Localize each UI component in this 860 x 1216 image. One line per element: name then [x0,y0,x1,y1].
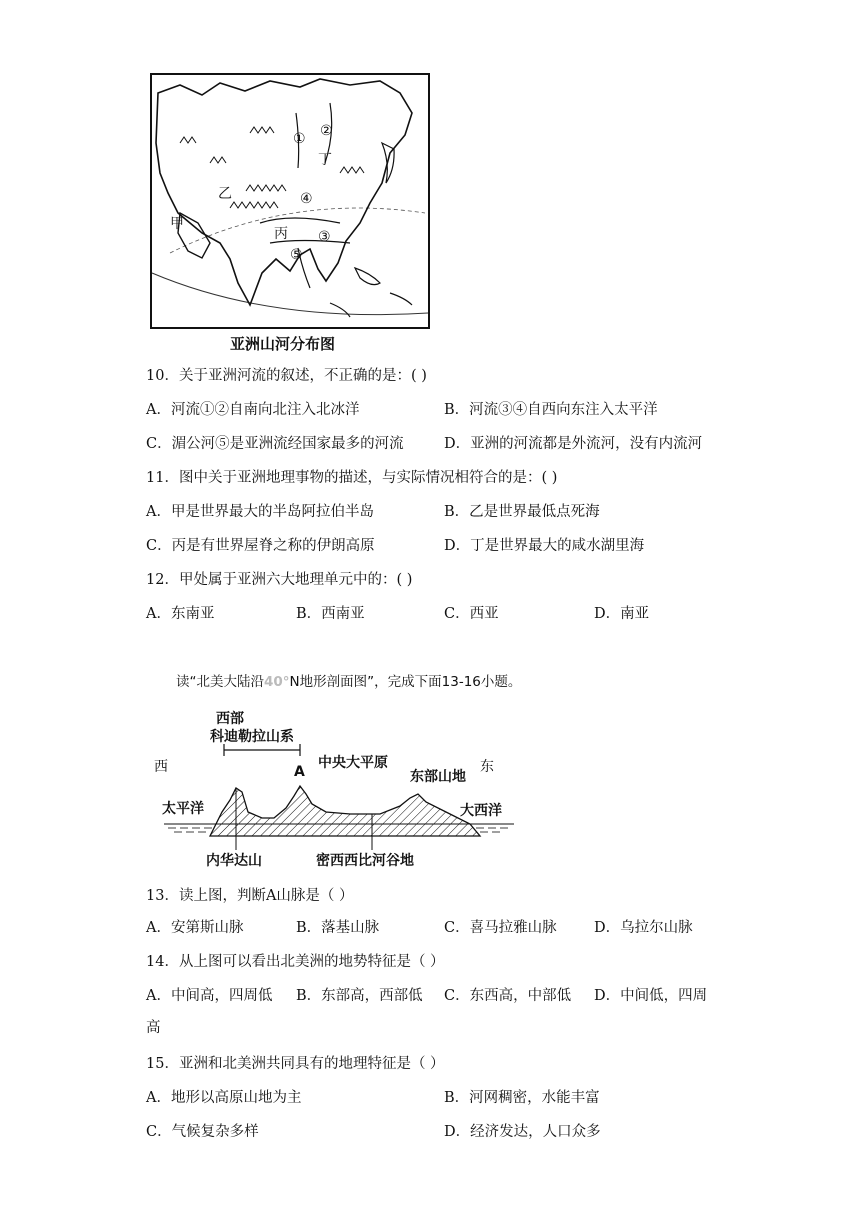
label-yi: 乙 [218,186,232,202]
q10-stem: 10．关于亚洲河流的叙述，不正确的是：( ) [146,368,427,384]
q14-option-d-wrap: 高 [146,1020,161,1036]
profile-west: 西 [154,759,168,775]
q12-option-d: D．南亚 [594,606,650,622]
profile-central-plain: 中央大平原 [318,755,388,771]
q13-option-d: D．乌拉尔山脉 [594,920,693,936]
q11-option-c: C．丙是有世界屋脊之称的伊朗高原 [146,538,375,554]
asia-map [150,73,430,329]
q13-option-c: C．喜马拉雅山脉 [444,920,557,936]
q12-option-c: C．西亚 [444,606,499,622]
label-river-1: ① [293,131,306,147]
q11-option-b: B．乙是世界最低点死海 [444,504,600,520]
label-river-3: ③ [318,229,331,245]
q14-option-d: D．中间低，四周 [594,988,708,1004]
profile-atlantic: 大西洋 [460,803,502,819]
q11-stem: 11．图中关于亚洲地理事物的描述，与实际情况相符合的是：( ) [146,470,558,486]
label-bing: 丙 [274,226,288,242]
asia-map-drawing [150,73,430,329]
profile-east: 东 [480,759,494,775]
q14-option-b: B．东部高，西部低 [296,988,423,1004]
intro-after: N地形剖面图”，完成下面13-16小题。 [289,674,522,690]
label-river-5: ⑤ [290,247,303,263]
label-ding: 丁 [318,152,332,168]
q15-option-c: C．气候复杂多样 [146,1124,259,1140]
q13-option-b: B．落基山脉 [296,920,380,936]
q12-option-a: A．东南亚 [146,606,215,622]
q14-option-a: A．中间高，四周低 [146,988,273,1004]
q13-option-a: A．安第斯山脉 [146,920,244,936]
profile-pacific: 太平洋 [162,801,204,817]
profile-cordillera: 科迪勒拉山系 [210,729,294,745]
q10-option-c: C．湄公河⑤是亚洲流经国家最多的河流 [146,436,404,452]
q12-stem: 12．甲处属于亚洲六大地理单元中的：( ) [146,572,413,588]
q11-option-d: D．丁是世界最大的咸水湖里海 [444,538,645,554]
profile-west-part: 西部 [216,711,244,727]
q12-option-b: B．西南亚 [296,606,365,622]
q15-option-d: D．经济发达，人口众多 [444,1124,601,1140]
profile-nevada: 内华达山 [206,853,262,869]
q10-option-d: D．亚洲的河流都是外流河，没有内流河 [444,436,703,452]
q14-stem: 14．从上图可以看出北美洲的地势特征是（ ） [146,954,445,970]
label-river-2: ② [320,123,333,139]
asia-map-caption: 亚洲山河分布图 [230,335,336,353]
intro-degree: 40° [264,674,290,690]
q15-option-a: A．地形以高原山地为主 [146,1090,302,1106]
profile-a: A [294,764,305,780]
na-profile-diagram [150,700,520,870]
section-intro [176,670,521,690]
label-jia: 甲 [170,216,184,232]
q15-option-b: B．河网稠密，水能丰富 [444,1090,600,1106]
label-river-4: ④ [300,191,313,207]
profile-eastern-mountains: 东部山地 [410,769,466,785]
q13-stem: 13．读上图，判断A山脉是（ ） [146,888,354,904]
intro-before: 读“北美大陆沿 [176,674,264,690]
q10-option-b: B．河流③④自西向东注入太平洋 [444,402,658,418]
q11-option-a: A．甲是世界最大的半岛阿拉伯半岛 [146,504,374,520]
q15-stem: 15．亚洲和北美洲共同具有的地理特征是（ ） [146,1056,445,1072]
profile-mississippi: 密西西比河谷地 [316,853,414,869]
q14-option-c: C．东西高，中部低 [444,988,572,1004]
q10-option-a: A．河流①②自南向北注入北冰洋 [146,402,360,418]
